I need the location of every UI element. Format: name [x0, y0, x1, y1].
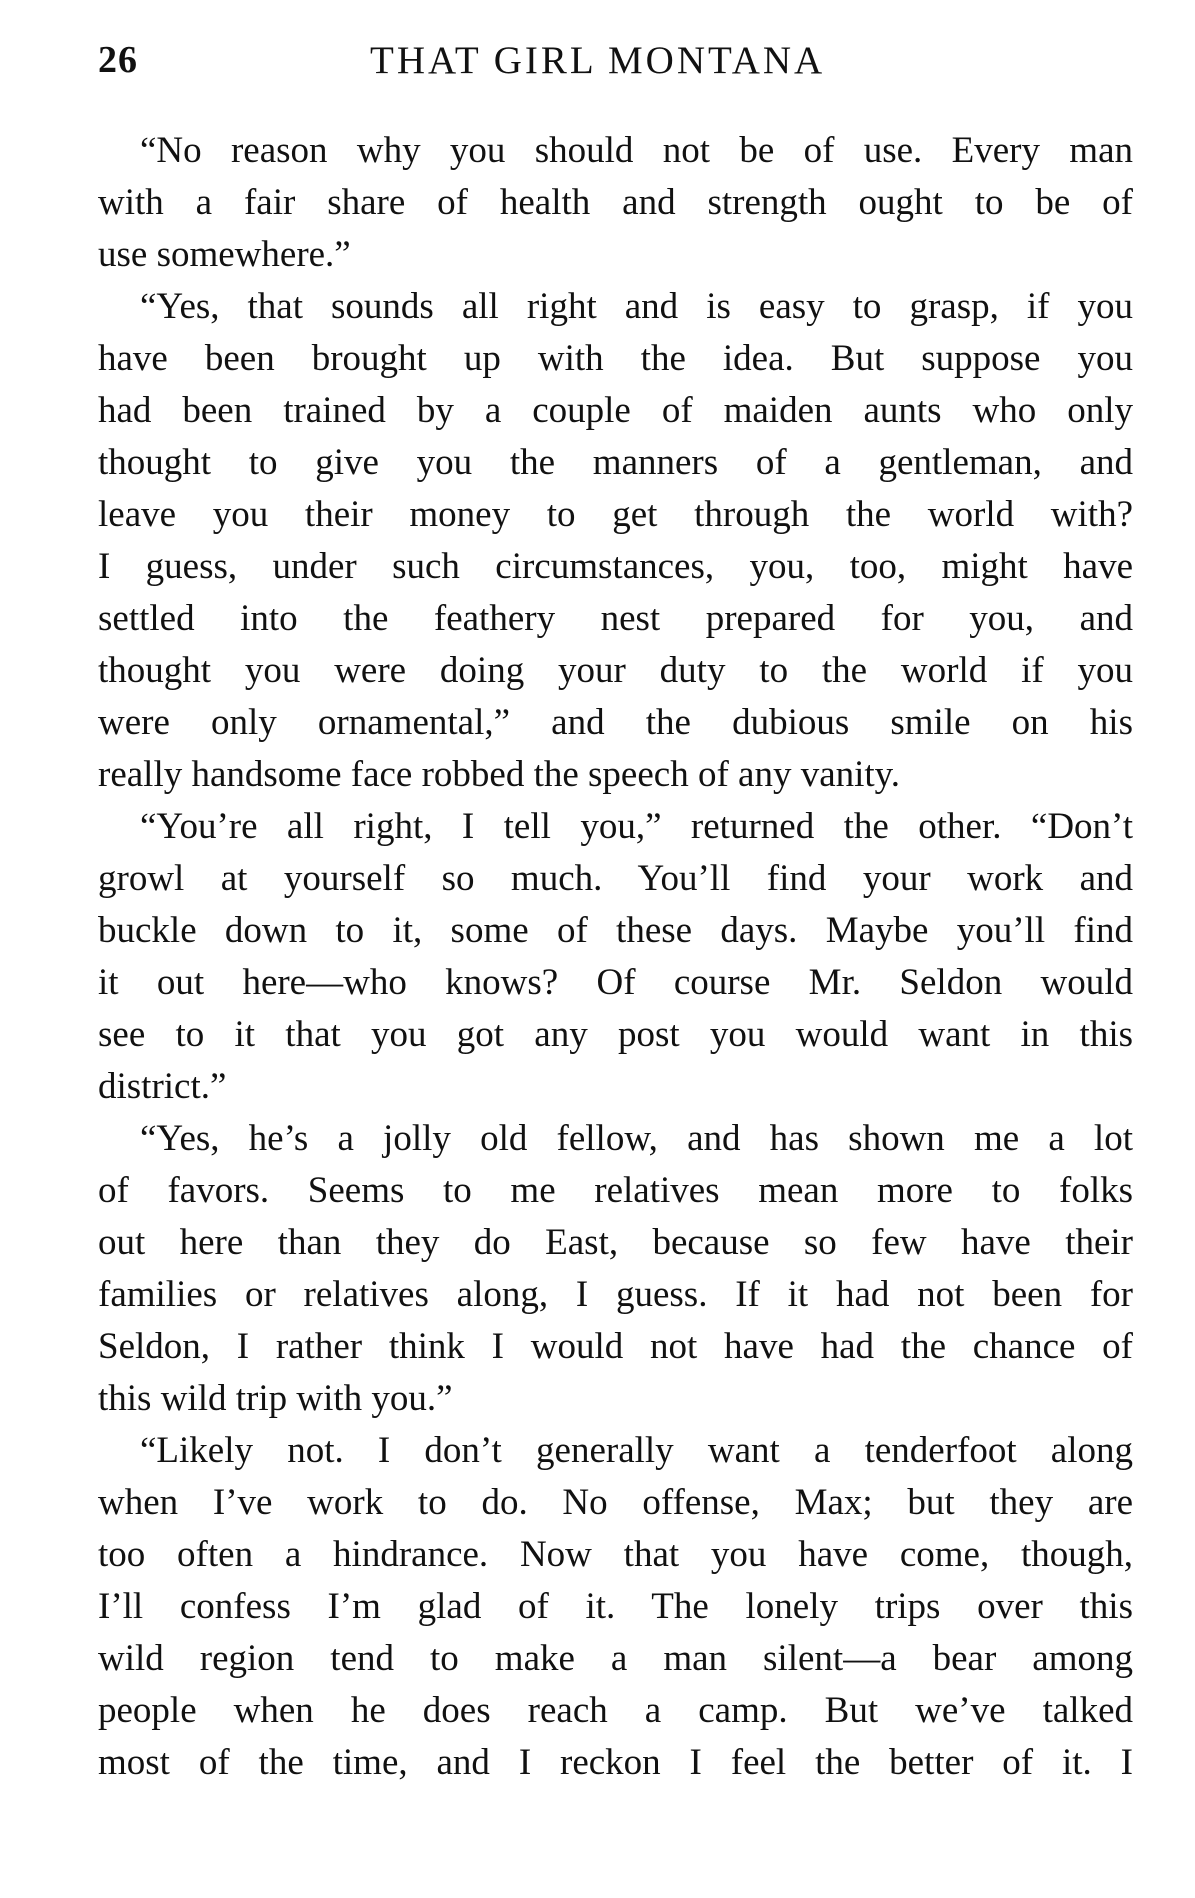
text-line: families or relatives along, I guess. If it had not been for [98, 1274, 1133, 1315]
text-line: I guess, under such circumstances, you, too, might have [98, 546, 1133, 587]
text-line: “Yes, he’s a jolly old fellow, and has shown me a lot [140, 1118, 1133, 1159]
text-line: too often a hindrance. Now that you have come, though, [98, 1534, 1133, 1575]
page-number: 26 [98, 39, 138, 81]
text-line: “Yes, that sounds all right and is easy to grasp, if you [140, 286, 1133, 327]
text-line: I’ll confess I’m glad of it. The lonely trips over this [98, 1586, 1133, 1627]
body-text [98, 125, 1133, 1789]
text-line: were only ornamental,” and the dubious smile on his [98, 702, 1133, 743]
text-line: settled into the feathery nest prepared for you, and [98, 598, 1133, 639]
text-line: growl at yourself so much. You’ll find your work and [98, 858, 1133, 899]
text-line: district.” [98, 1066, 227, 1107]
text-line: when I’ve work to do. No offense, Max; but they are [98, 1482, 1133, 1523]
text-line: “You’re all right, I tell you,” returned the other. “Don’t [140, 806, 1133, 847]
text-line: had been trained by a couple of maiden aunts who only [98, 390, 1133, 431]
text-line: buckle down to it, some of these days. Maybe you’ll find [98, 910, 1133, 951]
text-line: “No reason why you should not be of use. Every man [140, 130, 1133, 171]
text-line: Seldon, I rather think I would not have had the chance of [98, 1326, 1133, 1367]
text-line: thought to give you the manners of a gentleman, and [98, 442, 1133, 483]
text-line: see to it that you got any post you would want in this [98, 1014, 1133, 1055]
text-line: use somewhere.” [98, 234, 351, 275]
text-line: it out here—who knows? Of course Mr. Seldon would [98, 962, 1133, 1003]
text-line: out here than they do East, because so few have their [98, 1222, 1133, 1263]
running-title: THAT GIRL MONTANA [370, 39, 826, 82]
text-line: with a fair share of health and strength ought to be of [98, 182, 1133, 223]
text-line: “Likely not. I don’t generally want a tenderfoot along [140, 1430, 1133, 1471]
text-line: really handsome face robbed the speech of any vanity. [98, 754, 901, 795]
text-line: have been brought up with the idea. But suppose you [98, 338, 1133, 379]
text-line: most of the time, and I reckon I feel the better of it. I [98, 1742, 1133, 1783]
text-line: thought you were doing your duty to the world if you [98, 650, 1133, 691]
text-line: of favors. Seems to me relatives mean more to folks [98, 1170, 1133, 1211]
text-line: this wild trip with you.” [98, 1378, 453, 1419]
text-line: wild region tend to make a man silent—a bear among [98, 1638, 1133, 1679]
text-line: people when he does reach a camp. But we’ve talked [98, 1690, 1133, 1731]
text-line: leave you their money to get through the world with? [98, 494, 1133, 535]
page-header [98, 38, 998, 98]
